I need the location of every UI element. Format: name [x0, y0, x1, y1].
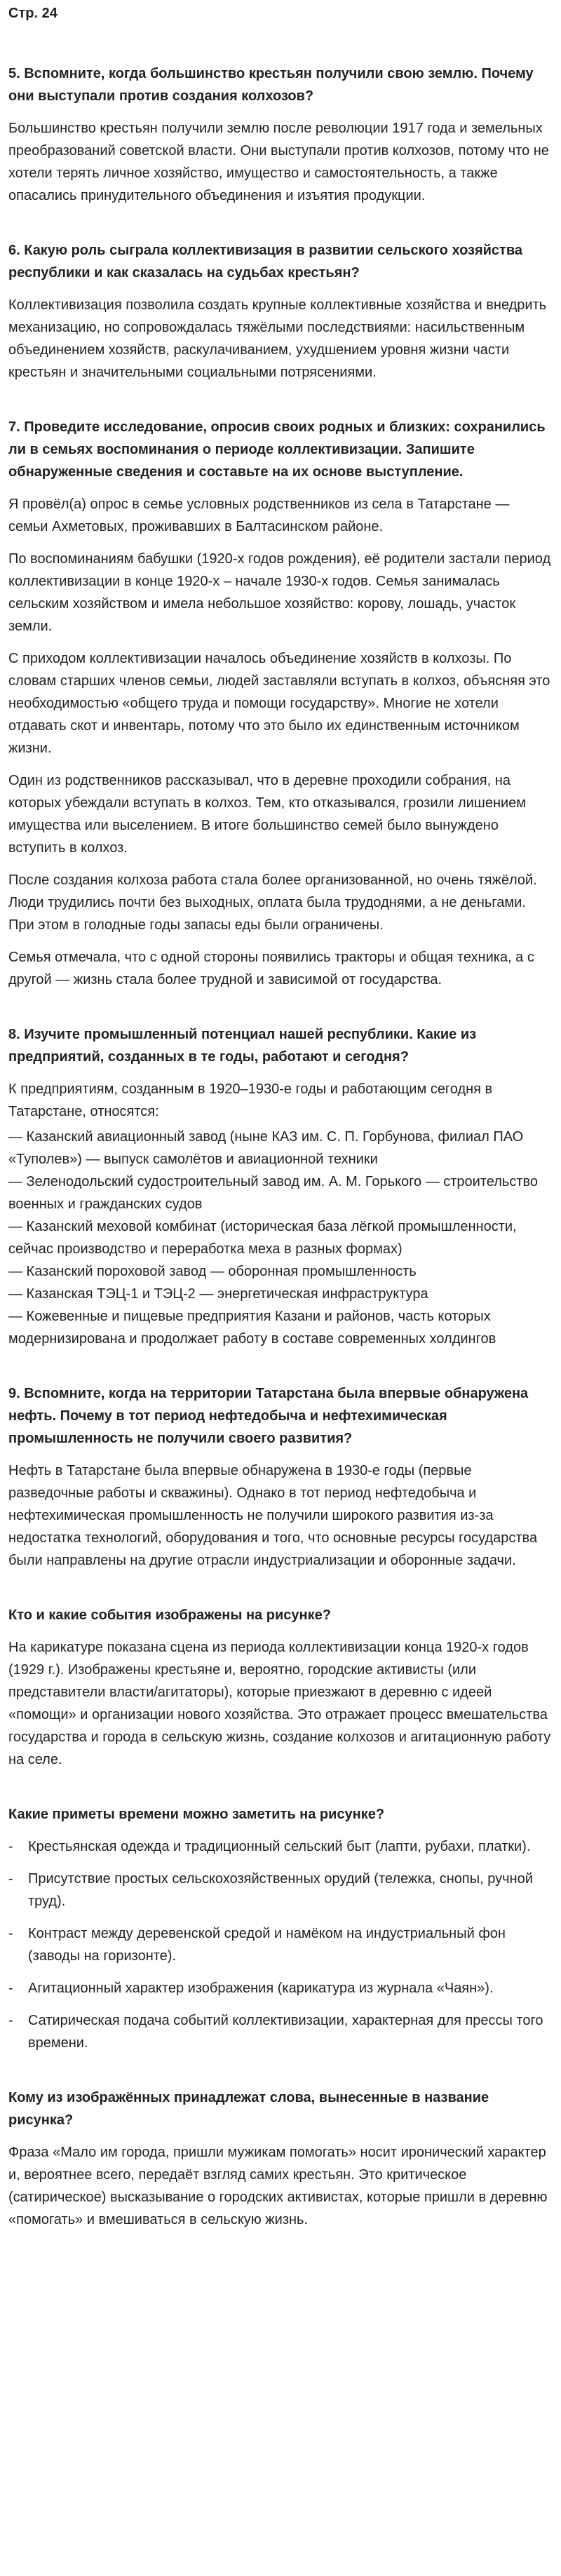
list-item: — Казанский авиационный завод (ныне КАЗ им. С. П. Горбунова, филиал ПАО «Туполев») — выпуск самолётов и авиационной техники	[8, 1129, 524, 1167]
answer-paragraph: На карикатуре показана сцена из периода коллективизации конца 1920-х годов (1929 г.). Изображены крестьяне и, вероятно, городские активисты (или представители власти/агитаторы), которые приезжают в деревню с идеей «помощи» и организации нового хозяйства. Это отражает процесс вмешательства государства и города в сельскую жизнь, создание колхозов и агитационную работу на селе.	[8, 1640, 551, 1767]
answer-paragraph: По воспоминаниям бабушки (1920-х годов рождения), её родители застали период коллективизации в конце 1920-х – начале 1930-х годов. Семья занималась сельским хозяйством и имела небольшое хозяйство: корову, лошадь, участок земли.	[8, 551, 551, 634]
page-label: Стр. 24	[8, 6, 58, 21]
question-heading: Кому из изображённых принадлежат слова, вынесенные в название рисунка?	[8, 2090, 489, 2128]
list-item: - Сатирическая подача событий коллективизации, характерная для прессы того времени.	[8, 2009, 553, 2054]
answer-paragraph: Коллективизация позволила создать крупные коллективные хозяйства и внедрить механизацию, но сопровождалась тяжёлыми последствиями: насильственным объединением хозяйств, раскулачиванием, ухудшением уровня жизни части крестьян и значительными социальными потрясениями.	[8, 297, 547, 380]
dash-bullet-icon: -	[8, 1839, 13, 1854]
list-item: - Крестьянская одежда и традиционный сельский быт (лапти, рубахи, платки).	[8, 1835, 553, 1858]
section-q6	[8, 239, 553, 384]
answer-paragraph: Большинство крестьян получили землю после революции 1917 года и земельных преобразований советской власти. Они выступали против колхозов, потому что не хотели терять личное хозяйство, имущество и самостоятельность, а также опасались принудительного объединения и изъятия продукции.	[8, 121, 549, 203]
section-signs-of-time	[8, 1803, 553, 2054]
question-heading: Кто и какие события изображены на рисунке?	[8, 1607, 331, 1623]
question-heading: 8. Изучите промышленный потенциал нашей республики. Какие из предприятий, созданных в те годы, работают и сегодня?	[8, 1027, 477, 1065]
answer-paragraph: После создания колхоза работа стала более организованной, но очень тяжёлой. Люди трудились почти без выходных, оплата была трудоднями, а не деньгами. При этом в голодные годы запасы еды были ограничены.	[8, 872, 537, 933]
list-item: - Агитационный характер изображения (карикатура из журнала «Чаян»).	[8, 1977, 553, 2000]
list-item: - Контраст между деревенской средой и намёком на индустриальный фон (заводы на горизонте).	[8, 1922, 553, 1967]
list-item: — Кожевенные и пищевые предприятия Казани и районов, часть которых модернизирована и продолжает работу в составе современных холдингов	[8, 1309, 496, 1347]
section-who-what	[8, 1604, 553, 1771]
question-heading: 9. Вспомните, когда на территории Татарстана была впервые обнаружена нефть. Почему в тот период нефтедобыча и нефтехимическая промышленность не получили своего развития?	[8, 1386, 529, 1446]
answer-paragraph: К предприятиям, созданным в 1920–1930-е годы и работающим сегодня в Татарстане, относятся:	[8, 1081, 493, 1119]
section-q8	[8, 1023, 553, 1350]
list-item: — Казанская ТЭЦ-1 и ТЭЦ-2 — энергетическая инфраструктура	[8, 1286, 428, 1302]
answer-paragraph: Семья отмечала, что с одной стороны появились тракторы и общая техника, а с другой — жизнь стала более трудной и зависимой от государства.	[8, 950, 534, 987]
list-item: — Казанский меховой комбинат (историческая база лёгкой промышленности, сейчас производство и переработка меха в разных формах)	[8, 1219, 517, 1257]
question-heading: 5. Вспомните, когда большинство крестьян получили свою землю. Почему они выступали против создания колхозов?	[8, 66, 534, 104]
answer-paragraph: С приходом коллективизации началось объединение хозяйств в колхозы. По словам старших членов семьи, людей заставляли вступать в колхоз, объясняя это необходимостью «общего труда и помощи государству». Многие не хотели отдавать скот и инвентарь, потому что это было их единственным источником жизни.	[8, 651, 550, 756]
section-whose-words	[8, 2086, 553, 2231]
dash-bullet-icon: -	[8, 1981, 13, 1996]
list-item: — Зеленодольский судостроительный завод им. А. М. Горького — строительство военных и гражданских судов	[8, 1174, 539, 1212]
answer-paragraph: Фраза «Мало им города, пришли мужикам помогать» носит иронический характер и, вероятнее всего, передаёт взгляд самих крестьян. Это критическое (сатирическое) высказывание о городских активистах, которые пришли в деревню «помогать» и вмешиваться в сельскую жизнь.	[8, 2145, 548, 2227]
section-q9	[8, 1382, 553, 1572]
dash-bullet-icon: -	[8, 2013, 13, 2028]
section-q5	[8, 62, 553, 207]
section-q7	[8, 416, 553, 991]
list-item: - Присутствие простых сельскохозяйственных орудий (тележка, снопы, ручной труд).	[8, 1868, 553, 1913]
dash-bullet-icon: -	[8, 1871, 13, 1887]
signs-list	[8, 1835, 553, 2054]
question-heading: 7. Проведите исследование, опросив своих родных и близких: сохранились ли в семьях воспоминания о периоде коллективизации. Запишите обнаруженные сведения и составьте на их основе выступление.	[8, 419, 546, 480]
answer-paragraph: Один из родственников рассказывал, что в деревне проходили собрания, на которых убеждали вступать в колхоз. Тем, кто отказывался, грозили лишением имущества или выселением. В итоге большинство семей было вынуждено вступить в колхоз.	[8, 773, 527, 856]
dash-bullet-icon: -	[8, 1926, 13, 1941]
answer-paragraph: Нефть в Татарстане была впервые обнаружена в 1930-е годы (первые разведочные работы и скважины). Однако в тот период нефтедобыча и нефтехимическая промышленность не получили широкого развития из-за недостатка технологий, оборудования и того, что основные ресурсы государства были направлены на другие отрасли индустриализации и оборонные задачи.	[8, 1463, 538, 1568]
list-item: — Казанский пороховой завод — оборонная промышленность	[8, 1264, 417, 1279]
question-heading: Какие приметы времени можно заметить на рисунке?	[8, 1807, 385, 1822]
answer-paragraph: Я провёл(а) опрос в семье условных родственников из села в Татарстане — семьи Ахметовых, проживавших в Балтасинском районе.	[8, 497, 510, 534]
question-heading: 6. Какую роль сыграла коллективизация в развитии сельского хозяйства республики и как сказалась на судьбах крестьян?	[8, 243, 523, 281]
